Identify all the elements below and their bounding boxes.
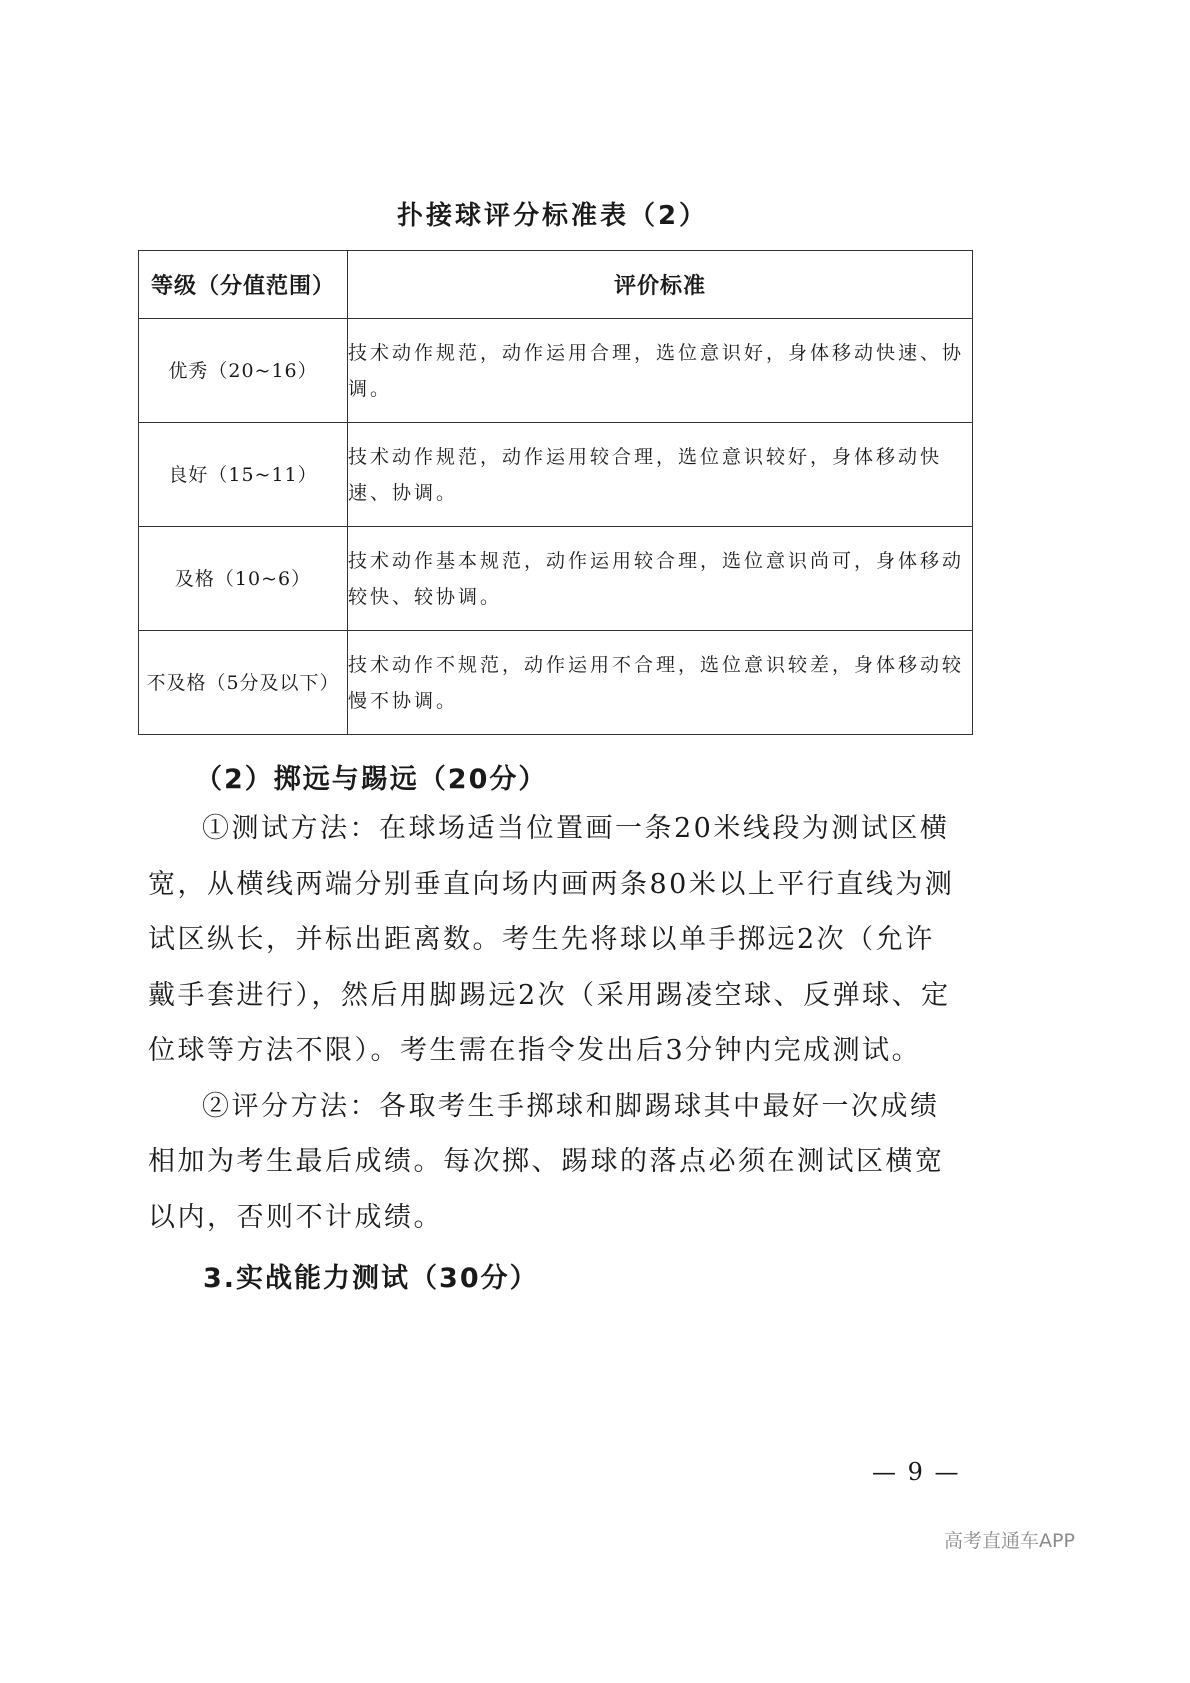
criteria-cell: 技术动作规范，动作运用合理，选位意识好，身体移动快速、协调。 [348, 319, 973, 423]
grade-cell: 良好（15~11） [139, 423, 348, 527]
watermark: 高考直通车APP [944, 1530, 1075, 1552]
table-row [139, 319, 973, 423]
table-header-row [139, 251, 973, 319]
header-criteria: 评价标准 [348, 251, 973, 319]
scoring-method-paragraph: ②评分方法：各取考生手掷球和脚踢球其中最好一次成绩相加为考生最后成绩。每次掷、踢球的落点必须在测试区横宽以内，否则不计成绩。 [148, 1090, 945, 1233]
criteria-cell: 技术动作不规范，动作运用不合理，选位意识较差，身体移动较慢不协调。 [348, 631, 973, 735]
page-number: — 9 — [872, 1458, 961, 1486]
table-row [139, 527, 973, 631]
table-row [139, 423, 973, 527]
grade-cell: 不及格（5分及以下） [139, 631, 348, 735]
scoring-standard-table [138, 250, 973, 735]
grade-cell: 优秀（20~16） [139, 319, 348, 423]
table-row [139, 631, 973, 735]
criteria-cell: 技术动作基本规范，动作运用较合理，选位意识尚可，身体移动较快、较协调。 [348, 527, 973, 631]
section-heading-throw-kick: （2）掷远与踢远（20分） [195, 764, 548, 795]
section-body [148, 801, 962, 1245]
header-grade: 等级（分值范围） [139, 251, 348, 319]
table-title: 扑接球评分标准表（2） [396, 201, 709, 231]
test-method-paragraph: ①测试方法：在球场适当位置画一条20米线段为测试区横宽，从横线两端分别垂直向场内画两条80米以上平行直线为测试区纵长，并标出距离数。考生先将球以单手掷远2次（允许戴手套进行），然后用脚踢远2次（采用踢凌空球、反弹球、定位球等方法不限）。考生需在指令发出后3分钟内完成测试。 [148, 813, 955, 1066]
grade-cell: 及格（10~6） [139, 527, 348, 631]
criteria-cell: 技术动作规范，动作运用较合理，选位意识较好，身体移动快速、协调。 [348, 423, 973, 527]
section-heading-combat-ability: 3.实战能力测试（30分） [203, 1263, 539, 1294]
